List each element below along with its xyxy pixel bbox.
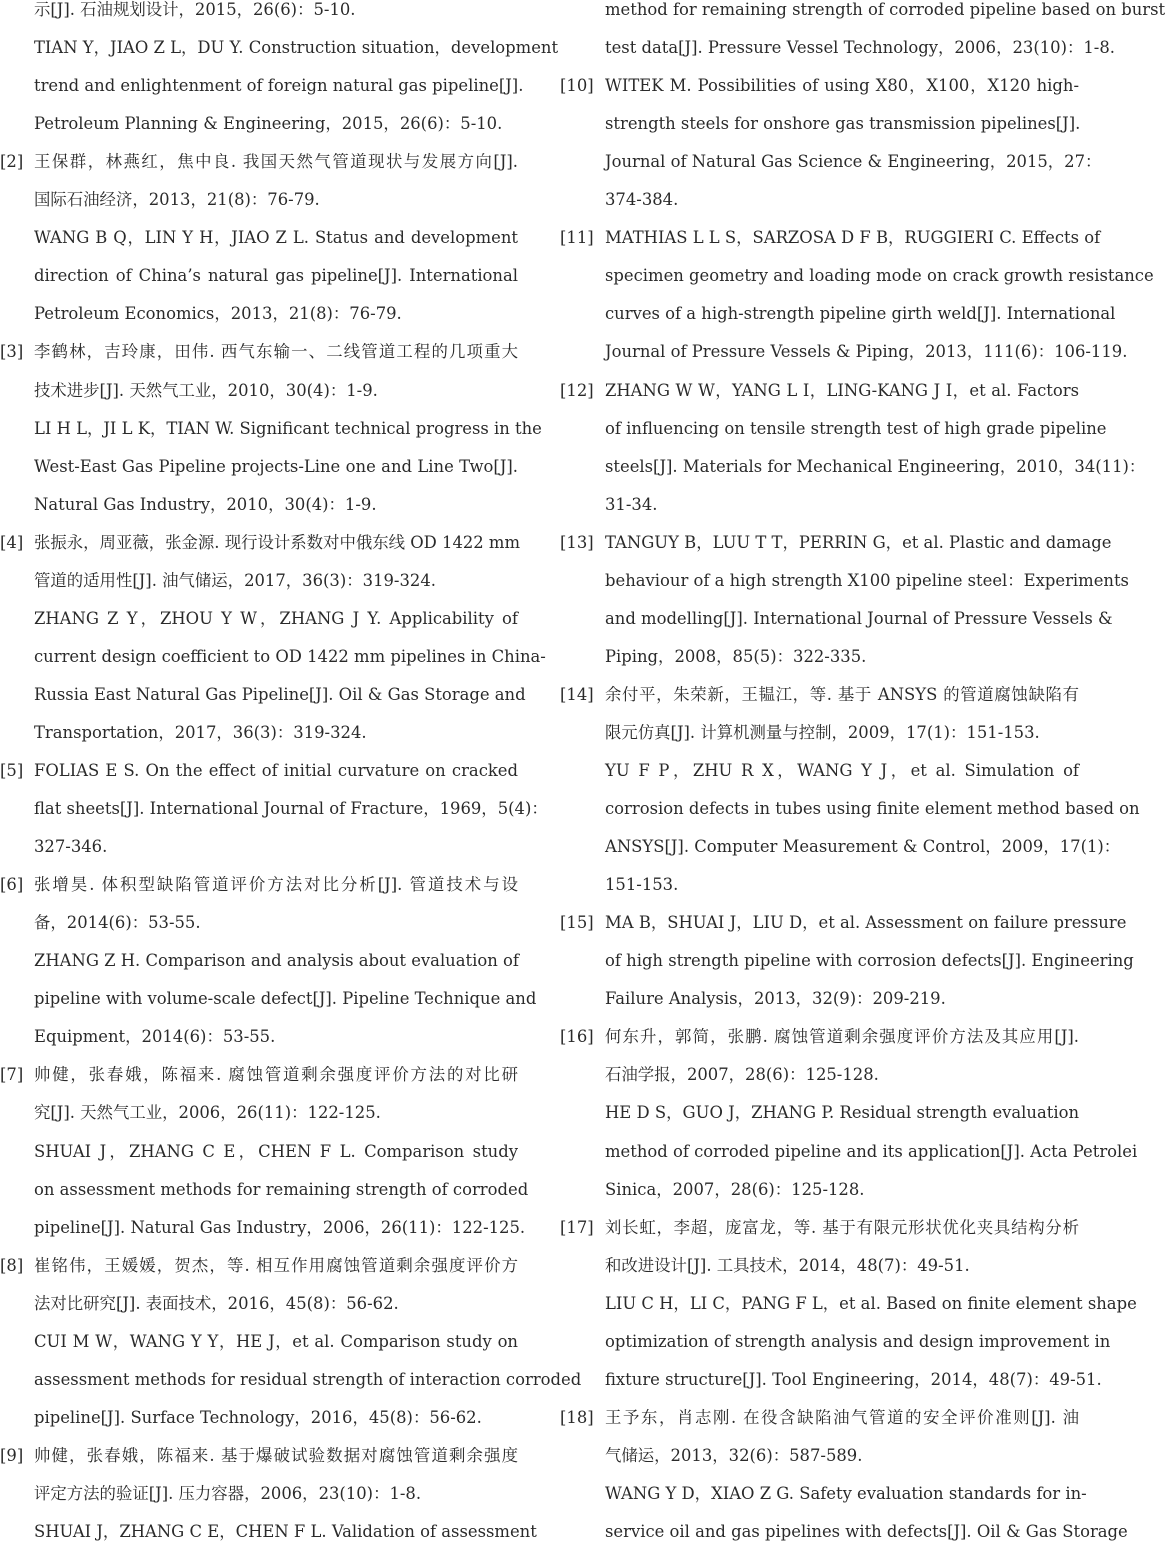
- reference-line: [0, 714, 518, 752]
- reference-line: [560, 1323, 1111, 1361]
- reference-line: [0, 1361, 582, 1399]
- reference-number: [5]: [0, 761, 24, 780]
- reference-line: [0, 904, 518, 942]
- reference-line: [560, 600, 1113, 638]
- reference-text: 374-384.: [605, 190, 679, 210]
- reference-line: [560, 448, 1146, 486]
- reference-text: 余付平，朱荣新，王韫江，等. 基于 ANSYS 的管道腐蚀缺陷有: [605, 684, 1079, 704]
- reference-line: [560, 333, 1128, 371]
- reference-line: [560, 790, 1140, 828]
- reference-text: WANG B Q，LIN Y H，JIAO Z L. Status and development: [34, 228, 518, 248]
- reference-text: test data[J]. Pressure Vessel Technology，2006，23(10)：1-8.: [605, 38, 1115, 58]
- reference-text: current design coefficient to OD 1422 mm pipelines in China-: [34, 646, 546, 666]
- reference-text: 技术进步[J]. 天然气工业，2010，30(4)：1-9.: [34, 380, 378, 400]
- reference-text: Russia East Natural Gas Pipeline[J]. Oil & Gas Storage and: [34, 684, 526, 704]
- reference-entry-start: [0, 333, 518, 371]
- reference-text: method of corroded pipeline and its application[J]. Acta Petrolei: [605, 1141, 1138, 1161]
- reference-line: [0, 29, 559, 67]
- reference-entry-start: [0, 143, 518, 181]
- reference-text: pipeline[J]. Surface Technology，2016，45(8)：56-62.: [34, 1407, 482, 1427]
- reference-text: pipeline[J]. Natural Gas Industry，2006，26(11)：122-125.: [34, 1217, 526, 1237]
- reference-number: [6]: [0, 875, 24, 895]
- reference-text: Sinica，2007，28(6)：125-128.: [605, 1179, 865, 1199]
- reference-text: 327-346.: [34, 837, 108, 857]
- reference-line: [0, 942, 518, 980]
- reference-text: 王保群，林燕红，焦中良. 我国天然气管道现状与发展方向[J].: [34, 152, 518, 172]
- reference-line: [560, 1247, 1079, 1285]
- reference-line: [0, 448, 518, 486]
- reference-text: Natural Gas Industry，2010，30(4)：1-9.: [34, 494, 377, 514]
- reference-text: fixture structure[J]. Tool Engineering，2014，48(7)：49-51.: [605, 1369, 1102, 1389]
- reference-text: MA B，SHUAI J，LIU D，et al. Assessment on failure pressure: [605, 913, 1127, 933]
- reference-number: [16]: [560, 1027, 594, 1047]
- reference-text: CUI M W，WANG Y Y，HE J，et al. Comparison study on: [34, 1331, 518, 1351]
- reference-text: service oil and gas pipelines with defects[J]. Oil & Gas Storage: [605, 1522, 1128, 1541]
- reference-entry-start: [560, 904, 1127, 942]
- reference-text: optimization of strength analysis and design improvement in: [605, 1331, 1111, 1351]
- reference-text: 示[J]. 石油规划设计，2015，26(6)：5-10.: [34, 0, 356, 19]
- reference-text: 帅健，张春娥，陈福来. 腐蚀管道剩余强度评价方法的对比研: [34, 1065, 518, 1085]
- reference-text: West-East Gas Pipeline projects-Line one and Line Two[J].: [34, 456, 518, 476]
- reference-line: [560, 1361, 1102, 1399]
- reference-line: [0, 0, 518, 29]
- reference-text: steels[J]. Materials for Mechanical Engineering，2010，34(11)：: [605, 456, 1146, 476]
- reference-text: 备，2014(6)：53-55.: [34, 913, 201, 933]
- reference-line: [560, 752, 1079, 790]
- reference-text: TIAN Y，JIAO Z L，DU Y. Construction situation，development: [34, 38, 559, 58]
- reference-entry-start: [560, 372, 1079, 410]
- reference-text: Petroleum Economics，2013，21(8)：76-79.: [34, 304, 402, 324]
- reference-number: [2]: [0, 152, 24, 172]
- reference-line: [0, 257, 518, 295]
- reference-line: [0, 372, 518, 410]
- reference-text: 张增昊. 体积型缺陷管道评价方法对比分析[J]. 管道技术与设: [34, 875, 518, 895]
- reference-line: [0, 1171, 529, 1209]
- reference-line: [0, 676, 526, 714]
- reference-text: pipeline with volume-scale defect[J]. Pipeline Technique and: [34, 989, 537, 1009]
- reference-line: [560, 1094, 1079, 1132]
- reference-line: [560, 638, 1079, 676]
- reference-text: 王予东，肖志刚. 在役含缺陷油气管道的安全评价准则[J]. 油: [605, 1407, 1079, 1427]
- reference-line: [560, 1171, 1079, 1209]
- reference-line: [0, 600, 518, 638]
- reference-line: [560, 105, 1079, 143]
- reference-text: 张振永，周亚薇，张金源. 现行设计系数对中俄东线 OD 1422 mm: [34, 532, 521, 552]
- reference-line: [0, 1209, 526, 1247]
- reference-line: [0, 1399, 518, 1437]
- reference-line: [560, 181, 1079, 219]
- reference-line: [0, 1475, 518, 1513]
- reference-text: TANGUY B，LUU T T，PERRIN G，et al. Plastic and damage: [605, 532, 1112, 552]
- reference-text: Transportation，2017，36(3)：319-324.: [34, 722, 367, 742]
- reference-entry-start: [560, 1018, 1079, 1056]
- reference-text: on assessment methods for remaining strength of corroded: [34, 1179, 529, 1199]
- reference-entry-start: [0, 1437, 518, 1475]
- reference-line: [560, 1513, 1128, 1551]
- reference-line: [0, 980, 537, 1018]
- reference-text: corrosion defects in tubes using finite element method based on: [605, 799, 1140, 819]
- reference-number: [14]: [560, 684, 594, 704]
- reference-text: flat sheets[J]. International Journal of Fracture，1969，5(4)：: [34, 799, 548, 819]
- reference-text: HE D S，GUO J，ZHANG P. Residual strength evaluation: [605, 1103, 1079, 1123]
- reference-text: 法对比研究[J]. 表面技术，2016，45(8)：56-62.: [34, 1293, 399, 1313]
- reference-number: [13]: [560, 532, 594, 552]
- reference-number: [3]: [0, 342, 24, 362]
- reference-line: [560, 980, 1079, 1018]
- reference-entry-start: [0, 1247, 518, 1285]
- reference-line: [0, 181, 518, 219]
- reference-text: 国际石油经济，2013，21(8)：76-79.: [34, 190, 320, 210]
- reference-text: assessment methods for residual strength of interaction corroded: [34, 1369, 582, 1389]
- reference-line: [0, 828, 518, 866]
- reference-text: ZHANG Z Y，ZHOU Y W，ZHANG J Y. Applicability of: [34, 608, 518, 628]
- reference-line: [0, 486, 518, 524]
- reference-line: [560, 29, 1115, 67]
- reference-number: [12]: [560, 380, 594, 400]
- reference-line: [560, 942, 1134, 980]
- reference-text: 李鹤林，吉玲康，田伟. 西气东输一、二线管道工程的几项重大: [34, 342, 518, 362]
- reference-entry-start: [560, 524, 1112, 562]
- reference-text: SHUAI J，ZHANG C E，CHEN F L. Validation of assessment: [34, 1522, 537, 1541]
- reference-line: [0, 67, 524, 105]
- reference-number: [15]: [560, 913, 594, 933]
- reference-number: [7]: [0, 1065, 24, 1085]
- reference-text: 究[J]. 天然气工业，2006，26(11)：122-125.: [34, 1103, 381, 1123]
- reference-number: [8]: [0, 1255, 24, 1275]
- reference-entry-start: [560, 1399, 1079, 1437]
- reference-text: strength steels for onshore gas transmission pipelines[J].: [605, 114, 1081, 134]
- reference-line: [0, 638, 546, 676]
- reference-text: FOLIAS E S. On the effect of initial curvature on cracked: [34, 761, 518, 780]
- reference-text: 何东升，郭简，张鹏. 腐蚀管道剩余强度评价方法及其应用[J].: [605, 1027, 1079, 1047]
- reference-line: [0, 790, 548, 828]
- reference-line: [0, 410, 542, 448]
- reference-text: curves of a high-strength pipeline girth weld[J]. International: [605, 304, 1116, 324]
- reference-text: 31-34.: [605, 494, 658, 514]
- reference-line: [0, 219, 518, 257]
- reference-entry-start: [0, 866, 518, 904]
- reference-line: [0, 295, 518, 333]
- reference-entry-start: [560, 676, 1079, 714]
- reference-entry-start: [0, 524, 521, 562]
- reference-line: [560, 0, 1165, 29]
- reference-entry-start: [560, 67, 1079, 105]
- reference-line: [0, 1094, 518, 1132]
- reference-text: ANSYS[J]. Computer Measurement & Control，2009，17(1)：: [605, 837, 1121, 857]
- reference-text: SHUAI J，ZHANG C E，CHEN F L. Comparison study: [34, 1141, 518, 1161]
- reference-line: [560, 1133, 1138, 1171]
- reference-text: Failure Analysis，2013，32(9)：209-219.: [605, 989, 946, 1009]
- reference-text: 151-153.: [605, 875, 679, 895]
- reference-text: Equipment，2014(6)：53-55.: [34, 1027, 276, 1047]
- reference-text: LIU C H，LI C，PANG F L，et al. Based on finite element shape: [605, 1293, 1137, 1313]
- reference-text: method for remaining strength of corroded pipeline based on burst: [605, 0, 1165, 19]
- reference-text: 和改进设计[J]. 工具技术，2014，48(7)：49-51.: [605, 1255, 970, 1275]
- reference-text: Journal of Natural Gas Science & Engineering，2015，27：: [605, 152, 1102, 172]
- reference-line: [560, 257, 1154, 295]
- reference-line: [560, 714, 1079, 752]
- reference-text: specimen geometry and loading mode on crack growth resistance: [605, 266, 1154, 286]
- reference-number: [9]: [0, 1445, 24, 1465]
- reference-entry-start: [560, 1209, 1079, 1247]
- reference-text: LI H L，JI L K，TIAN W. Significant technical progress in the: [34, 418, 542, 438]
- reference-line: [560, 828, 1121, 866]
- reference-text: 帅健，张春娥，陈福来. 基于爆破试验数据对腐蚀管道剩余强度: [34, 1445, 518, 1465]
- reference-line: [560, 1285, 1137, 1323]
- reference-line: [0, 105, 518, 143]
- reference-text: 石油学报，2007，28(6)：125-128.: [605, 1065, 879, 1085]
- reference-text: trend and enlightenment of foreign natural gas pipeline[J].: [34, 76, 524, 96]
- reference-line: [560, 410, 1107, 448]
- reference-line: [560, 866, 1079, 904]
- reference-text: ZHANG W W，YANG L I，LING-KANG J I，et al. Factors: [605, 380, 1079, 400]
- reference-text: direction of China’s natural gas pipeline[J]. International: [34, 266, 518, 286]
- reference-line: [560, 562, 1129, 600]
- reference-number: [17]: [560, 1217, 594, 1237]
- reference-text: 刘长虹，李超，庞富龙，等. 基于有限元形状优化夹具结构分析: [605, 1217, 1079, 1237]
- reference-line: [0, 1018, 518, 1056]
- reference-line: [0, 1513, 537, 1551]
- reference-line: [560, 486, 1079, 524]
- reference-text: of influencing on tensile strength test of high grade pipeline: [605, 418, 1107, 438]
- reference-entry-start: [0, 1056, 518, 1094]
- reference-text: and modelling[J]. International Journal of Pressure Vessels &: [605, 608, 1113, 628]
- reference-line: [0, 562, 518, 600]
- reference-text: 管道的适用性[J]. 油气储运，2017，36(3)：319-324.: [34, 570, 436, 590]
- reference-text: 评定方法的验证[J]. 压力容器，2006，23(10)：1-8.: [34, 1483, 422, 1503]
- reference-line: [0, 1133, 518, 1171]
- reference-entry-start: [560, 219, 1101, 257]
- reference-text: ZHANG Z H. Comparison and analysis about evaluation of: [34, 951, 519, 971]
- reference-text: of high strength pipeline with corrosion defects[J]. Engineering: [605, 951, 1134, 971]
- reference-number: [18]: [560, 1407, 594, 1427]
- reference-number: [10]: [560, 76, 594, 96]
- reference-entry-start: [0, 752, 518, 790]
- reference-text: behaviour of a high strength X100 pipeline steel：Experiments: [605, 570, 1129, 590]
- reference-text: 气储运，2013，32(6)：587-589.: [605, 1445, 863, 1465]
- reference-line: [560, 143, 1102, 181]
- reference-text: WANG Y D，XIAO Z G. Safety evaluation standards for in-: [605, 1483, 1087, 1503]
- reference-text: Journal of Pressure Vessels & Piping，2013，111(6)：106-119.: [605, 342, 1128, 362]
- reference-text: YU F P，ZHU R X，WANG Y J，et al. Simulation of: [605, 761, 1079, 780]
- reference-line: [560, 1437, 1079, 1475]
- reference-text: Piping，2008，85(5)：322-335.: [605, 646, 867, 666]
- reference-text: WITEK M. Possibilities of using X80，X100，X120 high-: [605, 76, 1079, 96]
- reference-text: 崔铭伟，王媛媛，贺杰，等. 相互作用腐蚀管道剩余强度评价方: [34, 1255, 518, 1275]
- reference-text: MATHIAS L L S，SARZOSA D F B，RUGGIERI C. Effects of: [605, 228, 1101, 248]
- reference-line: [560, 1056, 1079, 1094]
- reference-number: [11]: [560, 228, 594, 248]
- reference-text: Petroleum Planning & Engineering，2015，26(6)：5-10.: [34, 114, 503, 134]
- reference-line: [560, 295, 1116, 333]
- reference-line: [560, 1475, 1087, 1513]
- reference-line: [0, 1285, 518, 1323]
- reference-number: [4]: [0, 532, 24, 552]
- reference-line: [0, 1323, 518, 1361]
- reference-text: 限元仿真[J]. 计算机测量与控制，2009，17(1)：151-153.: [605, 722, 1040, 742]
